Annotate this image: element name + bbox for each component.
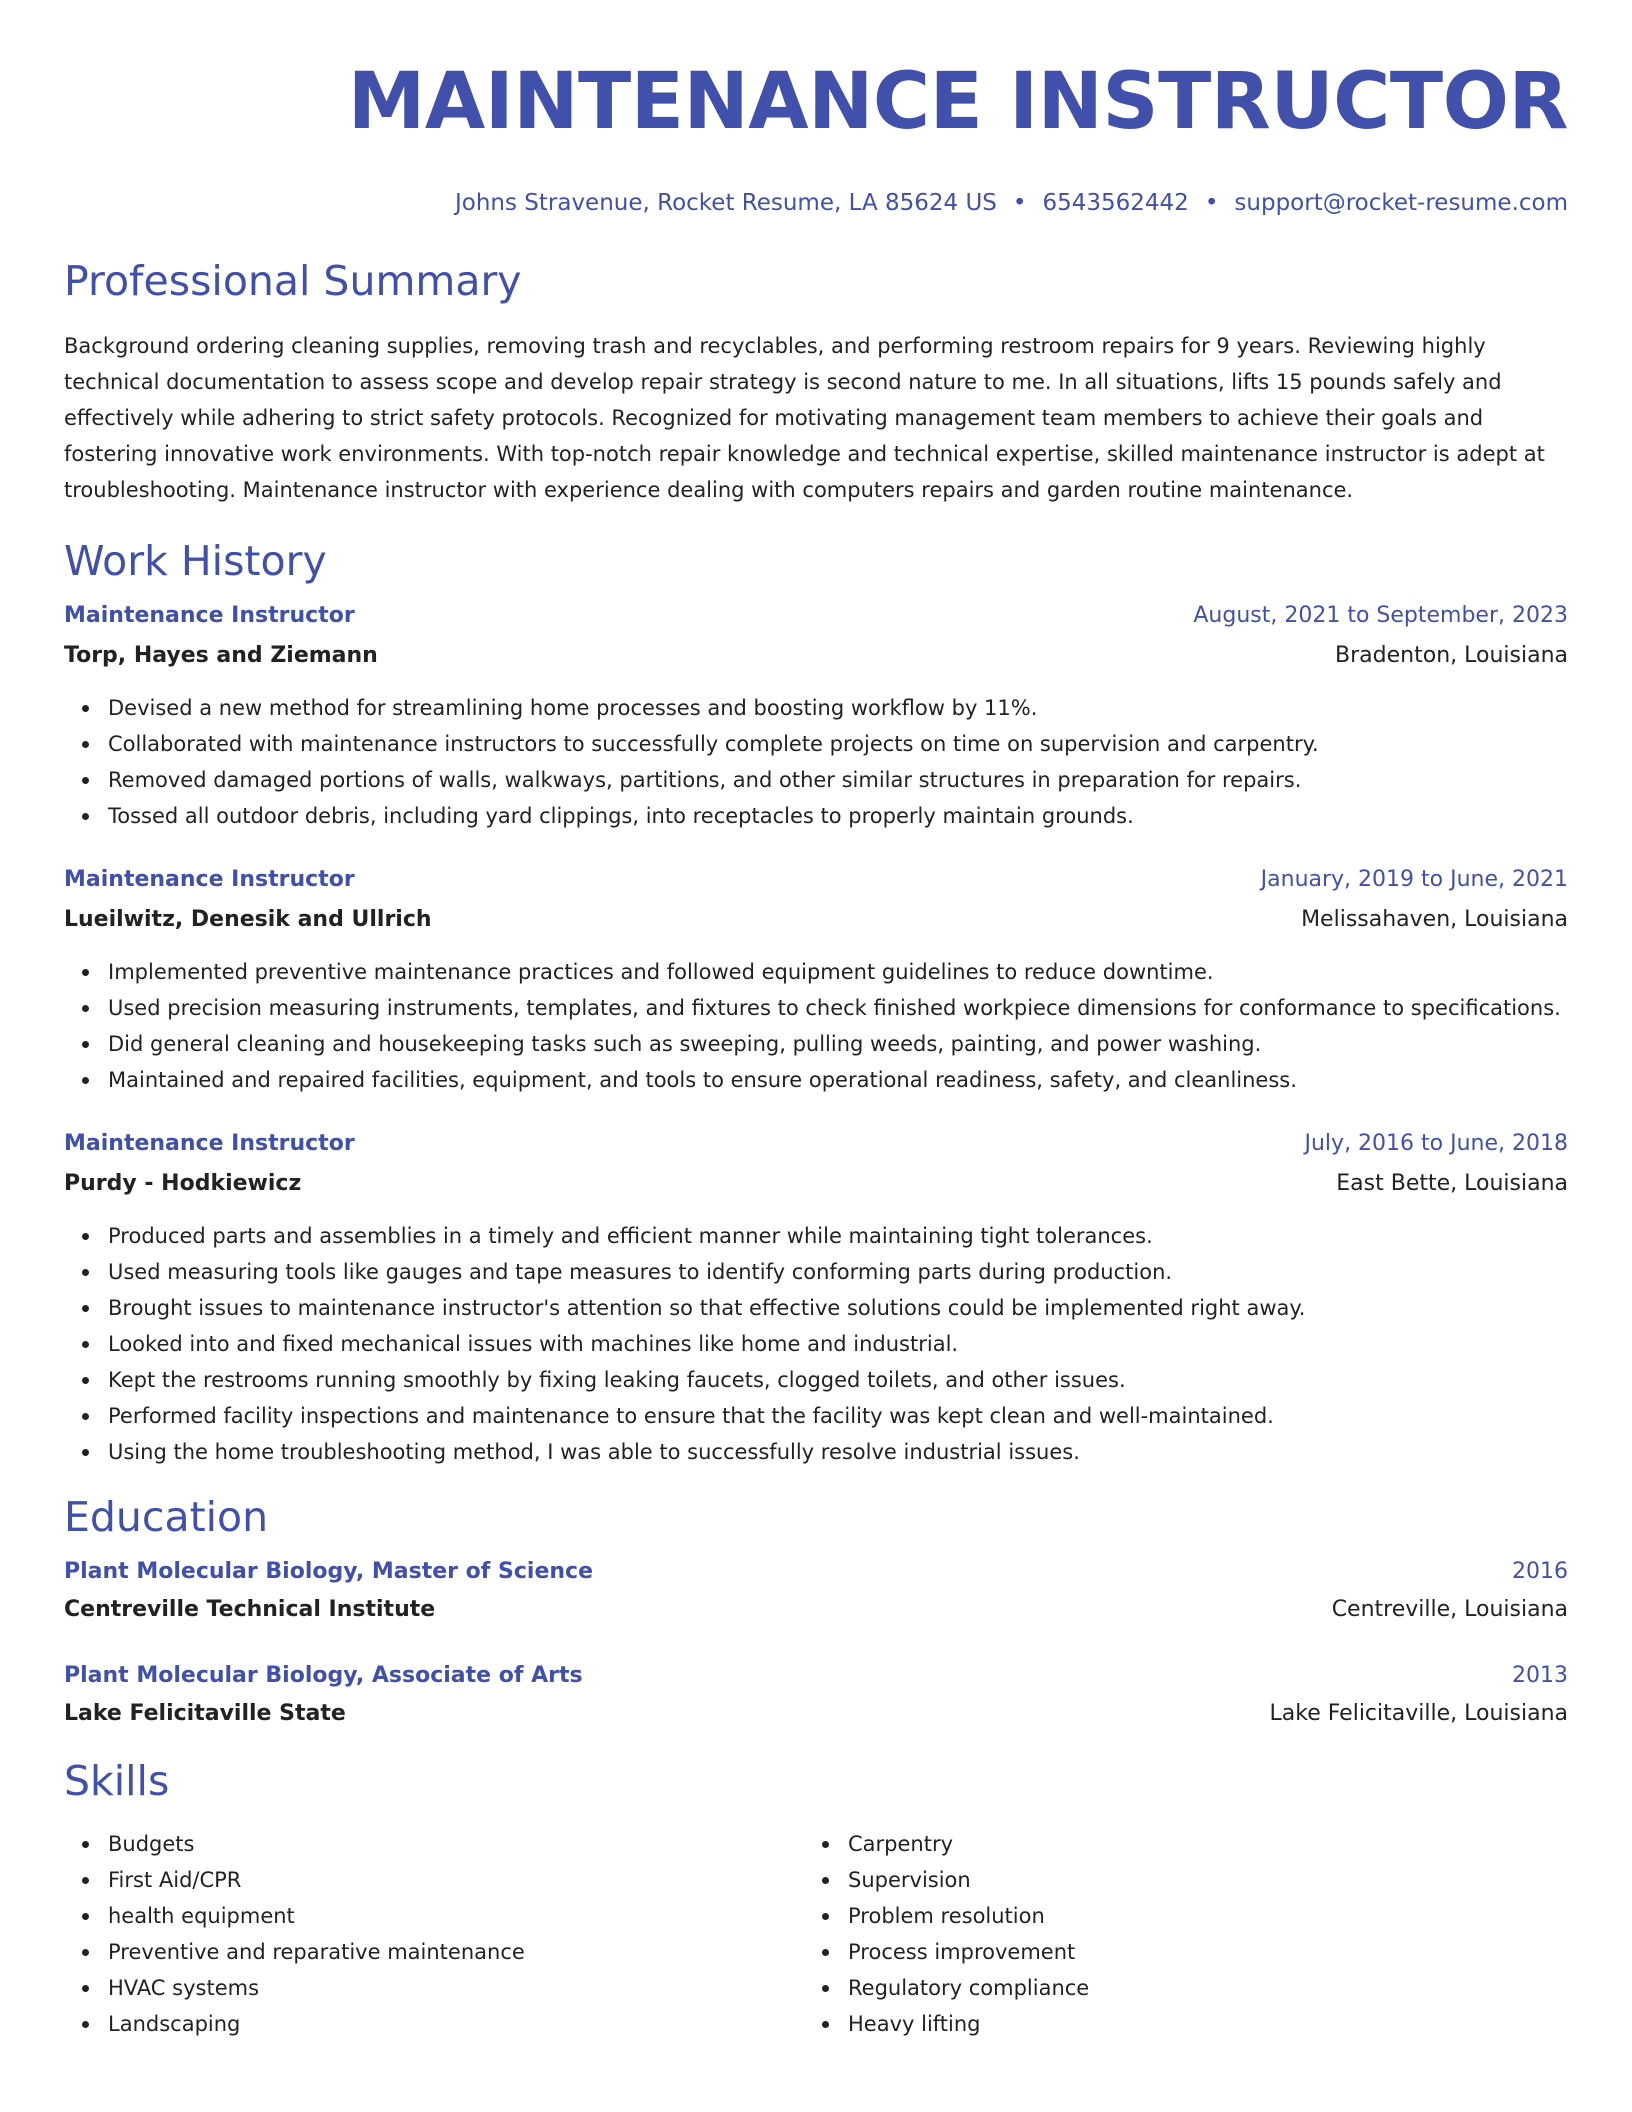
job-location: East Bette, Louisiana [1336,1171,1568,1196]
list-item: Maintained and repaired facilities, equipment, and tools to ensure operational readiness, safety, and cleanliness. [108,1062,1568,1098]
job-company-row [64,640,1568,672]
education-school: Lake Felicitaville State [64,1701,346,1726]
list-item: Implemented preventive maintenance practices and followed equipment guidelines to reduce downtime. [108,954,1568,990]
contact-line [64,188,1568,218]
education-year: 2016 [1512,1559,1568,1584]
skills-column-right [804,1826,1544,2042]
skills-list-right [804,1826,1544,2042]
skill-item: Supervision [848,1862,1544,1898]
list-item: Produced parts and assemblies in a timely and efficient manner while maintaining tight tolerances. [108,1218,1568,1254]
list-item: Brought issues to maintenance instructor's attention so that effective solutions could be implemented right away. [108,1290,1568,1326]
education-header-row [64,1660,1568,1692]
job-title: Maintenance Instructor [64,1131,355,1156]
job-bullet-list [64,690,1568,834]
education-school-row [64,1698,1568,1730]
job-header-row [64,1128,1568,1160]
section-title-skills: Skills [64,1757,170,1805]
list-item: Used measuring tools like gauges and tape measures to identify conforming parts during production. [108,1254,1568,1290]
job-entry [64,1128,1568,1470]
skill-item: health equipment [108,1898,804,1934]
skill-item: Regulatory compliance [848,1970,1544,2006]
section-title-work-history: Work History [64,537,327,585]
job-header-row [64,864,1568,896]
education-degree: Plant Molecular Biology, Associate of Arts [64,1663,583,1688]
education-year: 2013 [1512,1663,1568,1688]
work-history-section [64,536,1568,1470]
job-company-row [64,904,1568,936]
education-entry [64,1556,1568,1626]
education-school-row [64,1594,1568,1626]
job-company: Purdy - Hodkiewicz [64,1171,302,1196]
resume-title: MAINTENANCE INSTRUCTOR [347,57,1568,147]
list-item: Kept the restrooms running smoothly by fixing leaking faucets, clogged toilets, and other issues. [108,1362,1568,1398]
job-entry [64,600,1568,834]
skill-item: Problem resolution [848,1898,1544,1934]
job-title: Maintenance Instructor [64,867,355,892]
contact-address: Johns Stravenue, Rocket Resume, LA 85624 US [454,190,997,216]
contact-separator: • [1012,190,1027,216]
job-dates: July, 2016 to June, 2018 [1304,1131,1568,1156]
education-location: Centreville, Louisiana [1331,1597,1568,1622]
job-dates: January, 2019 to June, 2021 [1260,867,1568,892]
list-item: Performed facility inspections and maintenance to ensure that the facility was kept clean and well-maintained. [108,1398,1568,1434]
education-school: Centreville Technical Institute [64,1597,436,1622]
job-location: Bradenton, Louisiana [1335,643,1568,668]
list-item: Collaborated with maintenance instructors to successfully complete projects on time on supervision and carpentry. [108,726,1568,762]
skill-item: HVAC systems [108,1970,804,2006]
list-item: Devised a new method for streamlining home processes and boosting workflow by 11%. [108,690,1568,726]
skill-item: Heavy lifting [848,2006,1544,2042]
list-item: Looked into and fixed mechanical issues with machines like home and industrial. [108,1326,1568,1362]
skill-item: Process improvement [848,1934,1544,1970]
education-section [64,1492,1568,1730]
contact-phone: 6543562442 [1042,190,1189,216]
job-company-row [64,1168,1568,1200]
job-company: Torp, Hayes and Ziemann [64,643,378,668]
education-degree: Plant Molecular Biology, Master of Science [64,1559,593,1584]
section-title-education: Education [64,1493,269,1541]
education-entry [64,1660,1568,1730]
skills-list-left [64,1826,804,2042]
job-location: Melissahaven, Louisiana [1301,907,1568,932]
section-title-summary: Professional Summary [64,257,522,305]
contact-separator: • [1204,190,1219,216]
job-title: Maintenance Instructor [64,603,355,628]
list-item: Used precision measuring instruments, templates, and fixtures to check finished workpiece dimensions for conformance to specifications. [108,990,1568,1026]
skill-item: Budgets [108,1826,804,1862]
skills-column-left [64,1826,804,2042]
skills-grid [64,1826,1568,2042]
job-entry [64,864,1568,1098]
list-item: Removed damaged portions of walls, walkways, partitions, and other similar structures in preparation for repairs. [108,762,1568,798]
skill-item: Carpentry [848,1826,1544,1862]
list-item: Did general cleaning and housekeeping tasks such as sweeping, pulling weeds, painting, and power washing. [108,1026,1568,1062]
job-company: Lueilwitz, Denesik and Ullrich [64,907,432,932]
summary-section [64,256,1568,508]
list-item: Tossed all outdoor debris, including yard clippings, into receptacles to properly maintain grounds. [108,798,1568,834]
skill-item: Landscaping [108,2006,804,2042]
skill-item: Preventive and reparative maintenance [108,1934,804,1970]
contact-email[interactable]: support@rocket-resume.com [1234,190,1568,216]
job-header-row [64,600,1568,632]
job-bullet-list [64,954,1568,1098]
summary-text: Background ordering cleaning supplies, removing trash and recyclables, and performing restroom repairs for 9 years. Reviewing highly technical documentation to assess scope and develop repair strategy is second nature to me. In all situations, lifts 15 pounds safely and effectively while adhering to strict safety protocols. Recognized for motivating management team members to achieve their goals and fostering innovative work environments. With top-notch repair knowledge and technical expertise, skilled maintenance instructor is adept at troubleshooting. Maintenance instructor with experience dealing with computers repairs and garden routine maintenance. [64,334,1545,502]
education-header-row [64,1556,1568,1588]
job-dates: August, 2021 to September, 2023 [1193,603,1568,628]
skill-item: First Aid/CPR [108,1862,804,1898]
skills-section [64,1756,1568,2042]
education-location: Lake Felicitaville, Louisiana [1269,1701,1568,1726]
list-item: Using the home troubleshooting method, I was able to successfully resolve industrial issues. [108,1434,1568,1470]
job-bullet-list [64,1218,1568,1470]
